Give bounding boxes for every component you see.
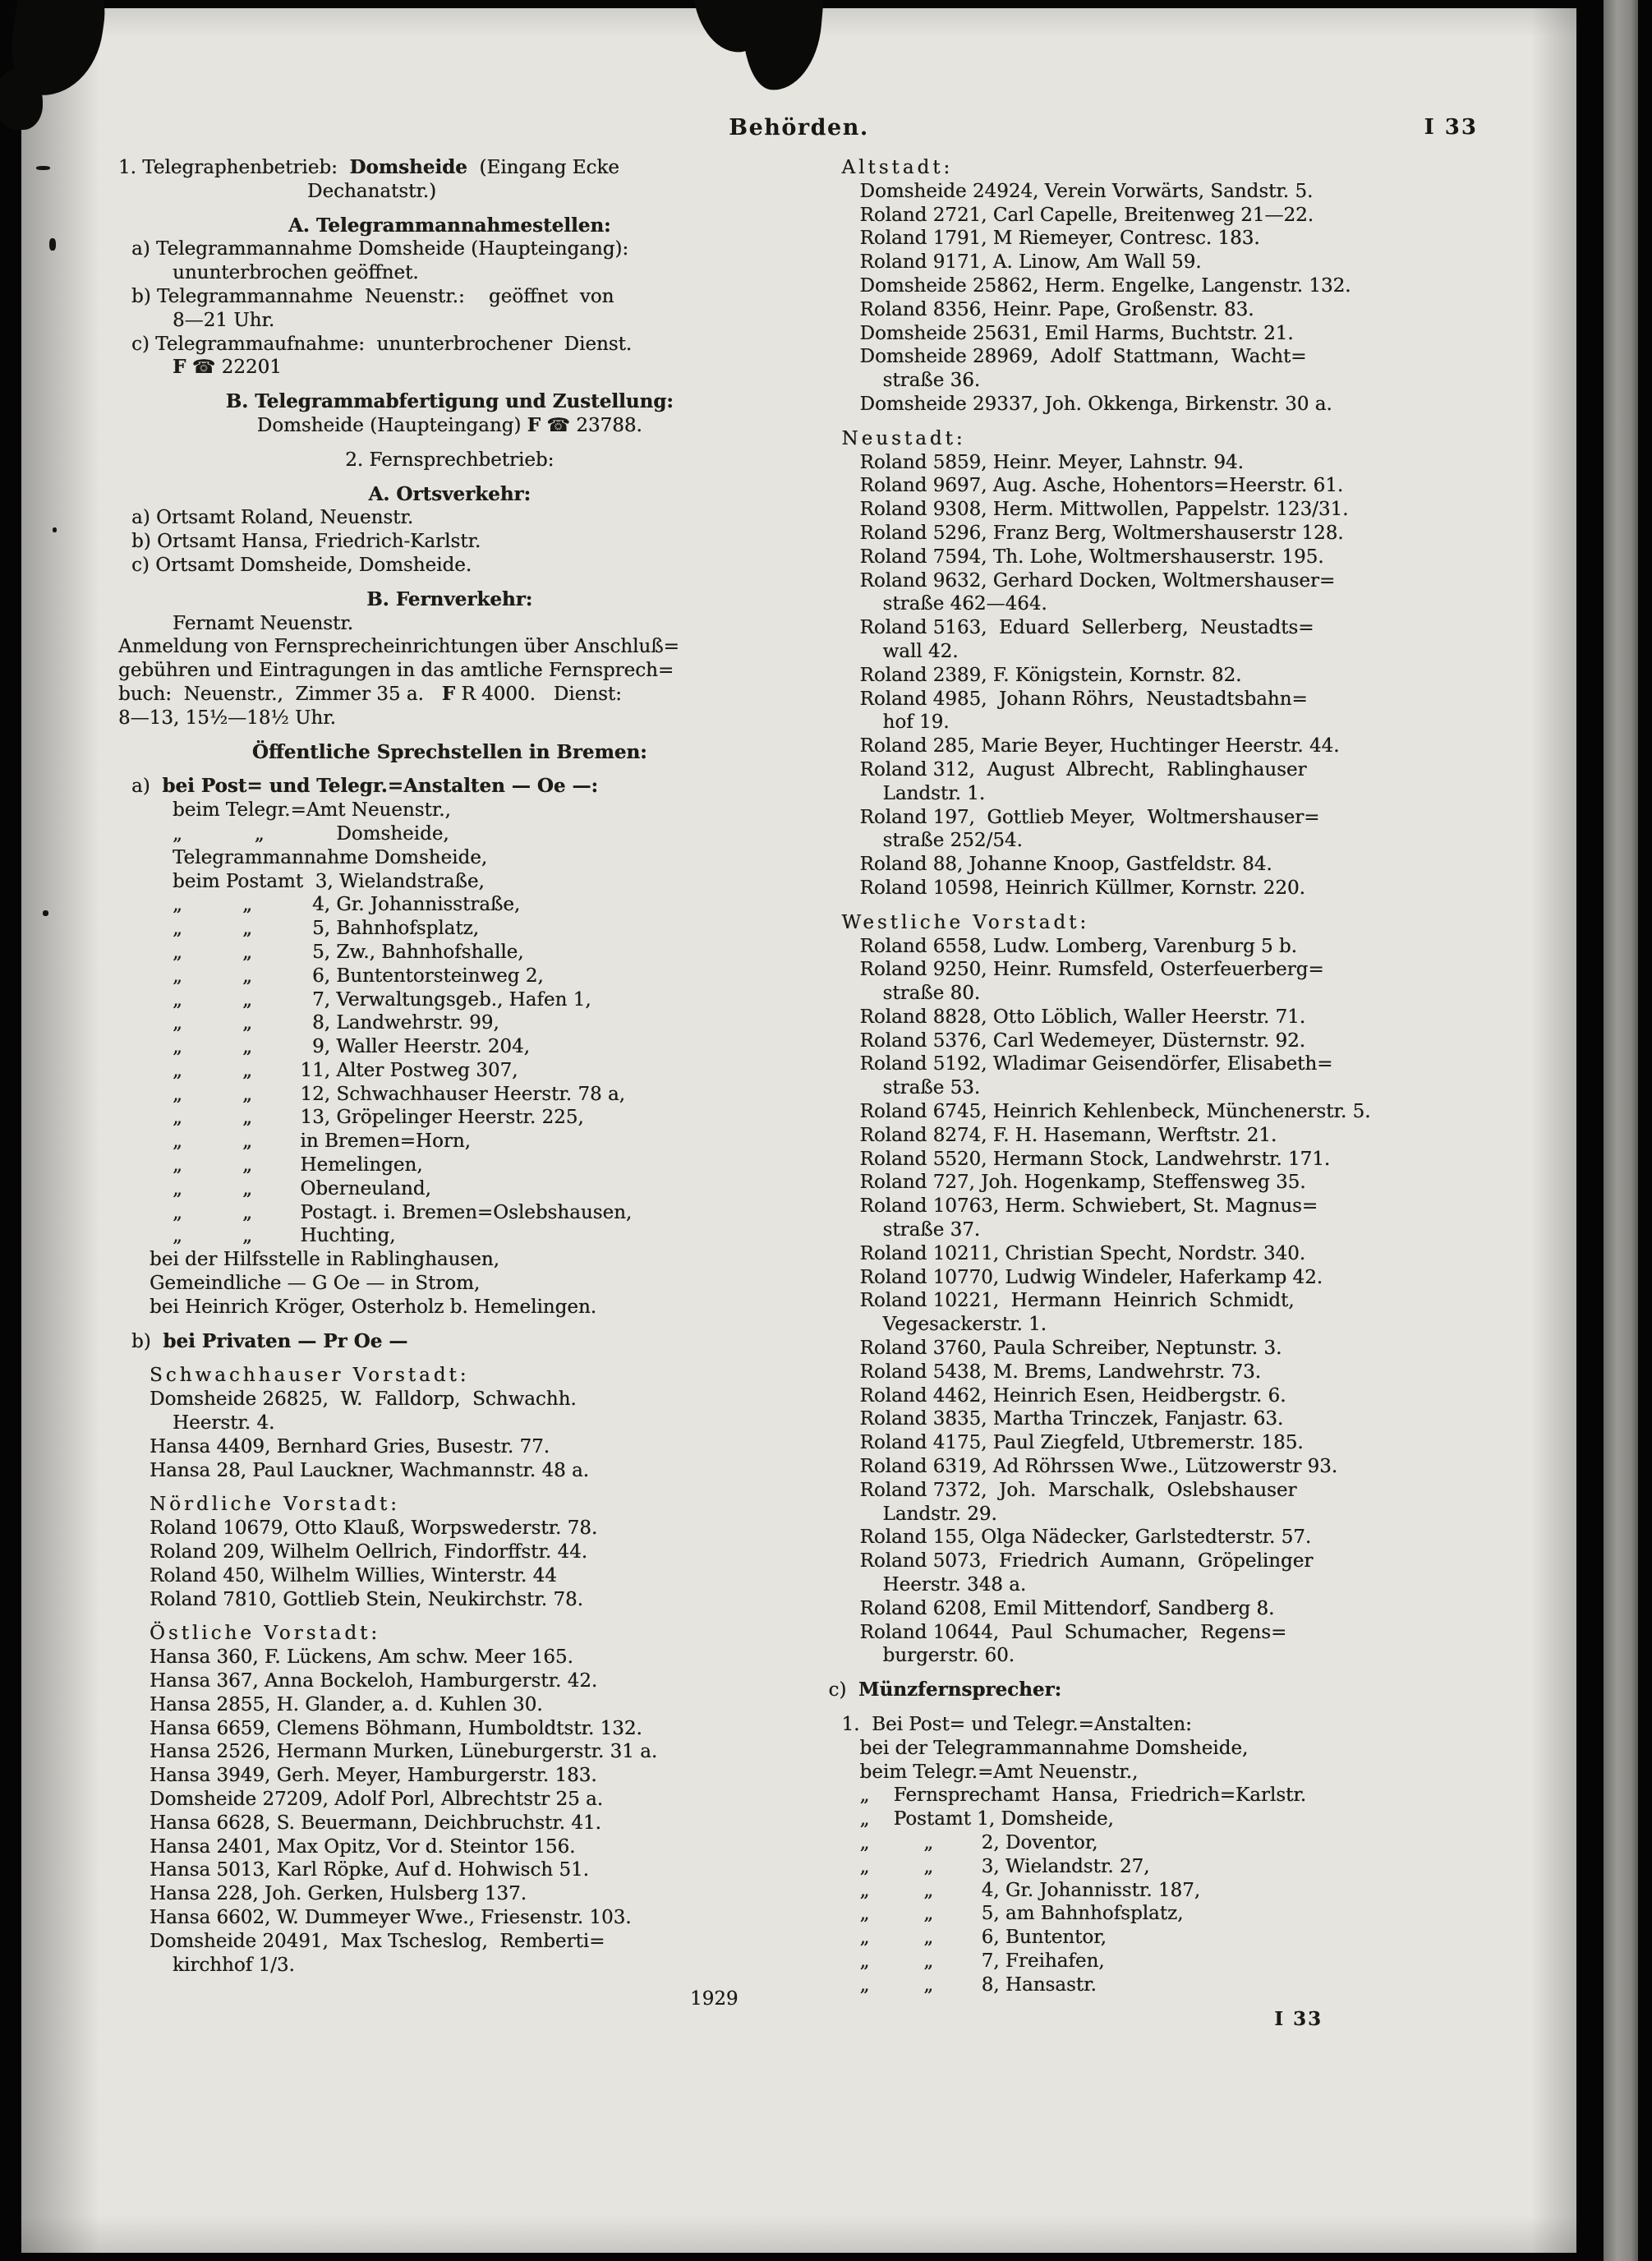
text-line: beim Telegr.=Amt Neuenstr.,: [859, 1761, 1139, 1783]
text-line: „ „ 6, Buntentor,: [859, 1927, 1107, 1949]
text-line: 1. Telegraphenbetrieb: Domsheide (Eingang Ecke: [118, 156, 619, 178]
text-line: „ „ 2, Doventor,: [859, 1831, 1098, 1853]
text-line: Domsheide (Haupteingang) F ☎ 23788.: [256, 413, 642, 436]
text-line: „ „ Hemelingen,: [173, 1154, 423, 1177]
text-line: Roland 5376, Carl Wedemeyer, Düsternstr. 92.: [859, 1029, 1305, 1052]
text-line: Roland 8356, Heinr. Pape, Großenstr. 83.: [859, 298, 1254, 320]
text-line: c) Telegrammaufnahme: ununterbrochener Dienst.: [131, 333, 633, 355]
text-line: Roland 8274, F. H. Hasemann, Werftstr. 21.: [859, 1124, 1277, 1146]
text-line: Altstadt:: [841, 157, 954, 178]
text-line: „ „ 7, Verwaltungsgeb., Hafen 1,: [173, 988, 591, 1011]
text-line: Roland 450, Wilhelm Willies, Winterstr. 44: [150, 1564, 557, 1586]
text-line: Landstr. 29.: [882, 1503, 997, 1525]
text-line: Roland 2389, F. Königstein, Kornstr. 82.: [859, 664, 1242, 686]
text-line: beim Telegr.=Amt Neuenstr.,: [173, 799, 451, 822]
text-line: Roland 6208, Emil Mittendorf, Sandberg 8.: [859, 1597, 1275, 1619]
text-line: Hansa 28, Paul Lauckner, Wachmannstr. 48 a.: [150, 1459, 589, 1481]
text-line: Fernamt Neuenstr.: [173, 612, 353, 634]
text-line: Roland 10763, Herm. Schwiebert, St. Magnus=: [859, 1195, 1318, 1218]
text-line: Hansa 3949, Gerh. Meyer, Hamburgerstr. 183.: [150, 1765, 597, 1787]
text-line: a) Telegrammannahme Domsheide (Haupteingang):: [131, 238, 629, 260]
text-line: B. Fernverkehr:: [366, 587, 533, 610]
text-line: Roland 10770, Ludwig Windeler, Haferkamp 42.: [859, 1266, 1323, 1288]
text-line: „ Fernsprechamt Hansa, Friedrich=Karlstr.: [859, 1784, 1307, 1807]
text-line: Roland 9308, Herm. Mittwollen, Pappelstr. 123/31.: [859, 499, 1349, 521]
text-line: Roland 7810, Gottlieb Stein, Neukirchstr. 78.: [150, 1588, 583, 1610]
text-line: Roland 8828, Otto Löblich, Waller Heerstr. 71.: [859, 1006, 1306, 1028]
right-column: [829, 156, 1492, 2031]
text-line: b) Telegrammannahme Neuenstr.: geöffnet von: [131, 285, 614, 307]
text-line: „ Postamt 1, Domsheide,: [859, 1808, 1114, 1830]
text-line: c) Ortsamt Domsheide, Domsheide.: [131, 554, 472, 576]
text-line: b) bei Privaten — Pr Oe —: [131, 1329, 408, 1352]
text-line: Landstr. 1.: [882, 782, 986, 804]
text-line: Domsheide 29337, Joh. Okkenga, Birkenstr. 30 a.: [859, 393, 1332, 415]
scan-speck: [53, 527, 57, 532]
text-line: Roland 4175, Paul Ziegfeld, Utbremerstr. 185.: [859, 1432, 1304, 1454]
text-line: Dechanatstr.): [307, 180, 437, 202]
text-line: Roland 209, Wilhelm Oellrich, Findorffstr. 44.: [150, 1541, 588, 1563]
text-line: wall 42.: [882, 640, 959, 662]
text-line: Roland 10644, Paul Schumacher, Regens=: [859, 1621, 1287, 1643]
text-line: B. Telegrammabfertigung und Zustellung:: [225, 390, 674, 413]
text-line: Roland 5520, Hermann Stock, Landwehrstr. 171.: [859, 1148, 1331, 1170]
text-line: „ „ 4, Gr. Johannisstraße,: [173, 894, 521, 916]
text-line: Domsheide 28969, Adolf Stattmann, Wacht=: [859, 346, 1307, 368]
text-line: 1929: [689, 1988, 739, 2010]
text-line: beim Postamt 3, Wielandstraße,: [173, 870, 485, 892]
text-line: Roland 9250, Heinr. Rumsfeld, Osterfeuerberg=: [859, 959, 1324, 981]
text-line: Roland 5296, Franz Berg, Woltmershauserstr 128.: [859, 522, 1344, 544]
text-line: hof 19.: [882, 711, 950, 734]
text-line: Roland 5073, Friedrich Aumann, Gröpelinger: [859, 1550, 1314, 1573]
scan-speck: [49, 238, 56, 251]
text-line: „ „ 5, Zw., Bahnhofshalle,: [173, 941, 524, 963]
text-line: Roland 10598, Heinrich Küllmer, Kornstr. 220.: [859, 877, 1305, 899]
text-line: „ „ 8, Landwehrstr. 99,: [173, 1012, 499, 1034]
text-line: Schwachhauser Vorstadt:: [150, 1365, 470, 1387]
text-line: Domsheide 25862, Herm. Engelke, Langenstr. 132.: [859, 274, 1351, 297]
text-line: Domsheide 24924, Verein Vorwärts, Sandstr. 5.: [859, 180, 1314, 202]
text-line: Domsheide 20491, Max Tscheslog, Remberti=: [150, 1930, 605, 1952]
text-line: straße 80.: [882, 983, 981, 1005]
text-line: a) bei Post= und Telegr.=Anstalten — Oe —:: [131, 775, 598, 798]
text-line: Hansa 6628, S. Beuermann, Deichbruchstr. 41.: [150, 1812, 601, 1834]
page-header: [21, 115, 1576, 148]
text-line: Hansa 2526, Hermann Murken, Lüneburgerstr. 31 a.: [150, 1741, 658, 1763]
text-line: Roland 7372, Joh. Marschalk, Oslebshauser: [859, 1479, 1297, 1501]
text-line: straße 37.: [882, 1219, 981, 1241]
text-line: Roland 10221, Hermann Heinrich Schmidt,: [859, 1290, 1295, 1312]
text-line: gebühren und Eintragungen in das amtliche Fernsprech=: [118, 660, 674, 682]
text-columns: [118, 156, 1491, 2031]
text-line: „ „ 5, Bahnhofsplatz,: [173, 918, 479, 940]
text-line: Roland 10211, Christian Specht, Nordstr. 340.: [859, 1242, 1306, 1264]
text-line: Roland 285, Marie Beyer, Huchtinger Heerstr. 44.: [859, 735, 1340, 758]
text-line: A. Ortsverkehr:: [368, 482, 531, 505]
text-line: Domsheide 27209, Adolf Porl, Albrechtstr 25 a.: [150, 1789, 604, 1810]
text-line: Roland 88, Johanne Knoop, Gastfeldstr. 84.: [859, 854, 1272, 876]
text-line: Roland 5859, Heinr. Meyer, Lahnstr. 94.: [859, 451, 1244, 473]
text-line: straße 252/54.: [882, 830, 1023, 852]
text-line: Roland 155, Olga Nädecker, Garlstedterstr. 57.: [859, 1527, 1312, 1549]
text-line: Öffentliche Sprechstellen in Bremen:: [251, 740, 647, 763]
text-line: Roland 3760, Paula Schreiber, Neptunstr. 3.: [859, 1338, 1282, 1360]
scan-speck: [36, 166, 50, 170]
text-line: 2. Fernsprechbetrieb:: [345, 449, 555, 471]
text-line: „ „ 6, Buntentorsteinweg 2,: [173, 965, 544, 987]
text-line: „ „ in Bremen=Horn,: [173, 1130, 471, 1153]
text-line: Roland 7594, Th. Lohe, Woltmershauserstr. 195.: [859, 546, 1324, 568]
adjacent-page-edge: [1604, 0, 1638, 2261]
text-line: Roland 9171, A. Linow, Am Wall 59.: [859, 251, 1202, 274]
text-line: buch: Neuenstr., Zimmer 35 a. F R 4000. Dienst:: [118, 682, 622, 705]
text-line: Roland 3835, Martha Trinczek, Fanjastr. 63.: [859, 1408, 1284, 1430]
text-line: „ „ Domsheide,: [173, 822, 449, 845]
text-line: Hansa 5013, Karl Röpke, Auf d. Hohwisch 51.: [150, 1859, 589, 1881]
text-line: „ „ 12, Schwachhauser Heerstr. 78 a,: [173, 1083, 625, 1105]
text-line: Hansa 360, F. Lückens, Am schw. Meer 165.: [150, 1646, 573, 1669]
text-line: Roland 2721, Carl Capelle, Breitenweg 21—22.: [859, 204, 1314, 226]
text-line: Roland 6745, Heinrich Kehlenbeck, Münchenerstr. 5.: [859, 1101, 1371, 1123]
text-line: Roland 9697, Aug. Asche, Hohentors=Heerstr. 61.: [859, 475, 1344, 497]
text-line: „ „ 13, Gröpelinger Heerstr. 225,: [173, 1107, 584, 1129]
text-line: Anmeldung von Fernsprecheinrichtungen über Anschluß=: [118, 636, 679, 658]
text-line: Domsheide 25631, Emil Harms, Buchtstr. 21.: [859, 322, 1294, 344]
text-line: Nördliche Vorstadt:: [150, 1494, 400, 1516]
text-line: „ „ 9, Waller Heerstr. 204,: [173, 1036, 530, 1058]
text-line: „ „ 5, am Bahnhofsplatz,: [859, 1903, 1184, 1925]
text-line: kirchhof 1/3.: [173, 1954, 295, 1976]
text-line: Hansa 2855, H. Glander, a. d. Kuhlen 30.: [150, 1693, 543, 1715]
text-line: „ „ 7, Freihafen,: [859, 1950, 1105, 1972]
text-line: Roland 10679, Otto Klauß, Worpswederstr. 78.: [150, 1517, 598, 1540]
text-line: Roland 197, Gottlieb Meyer, Woltmershauser=: [859, 806, 1320, 828]
text-line: burgerstr. 60.: [882, 1645, 1015, 1667]
text-line: Östliche Vorstadt:: [150, 1623, 381, 1645]
text-line: Roland 5192, Wladimar Geisendörfer, Elisabeth=: [859, 1053, 1333, 1075]
text-line: Roland 6558, Ludw. Lomberg, Varenburg 5 b.: [859, 935, 1297, 957]
text-line: Roland 9632, Gerhard Docken, Woltmershauser=: [859, 569, 1336, 592]
text-line: Hansa 6602, W. Dummeyer Wwe., Friesenstr. 103.: [150, 1906, 632, 1928]
text-line: Heerstr. 348 a.: [882, 1574, 1027, 1596]
text-line: 1. Bei Post= und Telegr.=Anstalten:: [841, 1714, 1192, 1735]
text-line: Hansa 6659, Clemens Böhmann, Humboldtstr. 132.: [150, 1717, 642, 1739]
text-line: Hansa 367, Anna Bockeloh, Hamburgerstr. 42.: [150, 1670, 598, 1692]
text-line: „ „ 11, Alter Postweg 307,: [173, 1059, 518, 1081]
text-line: Vegesackerstr. 1.: [882, 1314, 1047, 1336]
text-line: „ „ Postagt. i. Bremen=Oslebshausen,: [173, 1201, 633, 1223]
text-line: „ „ 8, Hansastr.: [859, 1973, 1097, 1996]
page-title: Behörden.: [729, 115, 869, 140]
text-line: a) Ortsamt Roland, Neuenstr.: [131, 507, 414, 529]
text-line: I 33: [1274, 2007, 1323, 2030]
text-line: Neustadt:: [841, 427, 966, 449]
text-line: Roland 312, August Albrecht, Rablinghauser: [859, 758, 1307, 781]
text-line: straße 462—464.: [882, 593, 1047, 615]
text-line: Roland 5438, M. Brems, Landwehrstr. 73.: [859, 1361, 1261, 1383]
text-line: Domsheide 26825, W. Falldorp, Schwachh.: [150, 1388, 577, 1411]
page-number-top: I 33: [1424, 115, 1478, 140]
text-line: Roland 727, Joh. Hogenkamp, Steffensweg 35.: [859, 1172, 1306, 1194]
text-line: b) Ortsamt Hansa, Friedrich-Karlstr.: [131, 531, 481, 553]
text-line: F ☎ 22201: [173, 356, 282, 379]
text-line: 8—13, 15½—18½ Uhr.: [118, 707, 336, 729]
text-line: Roland 4462, Heinrich Esen, Heidbergstr. 6.: [859, 1384, 1286, 1407]
text-line: ununterbrochen geöffnet.: [173, 262, 419, 284]
text-line: Roland 4985, Johann Röhrs, Neustadtsbahn=: [859, 688, 1308, 710]
text-line: Hansa 2401, Max Opitz, Vor d. Steintor 156.: [150, 1835, 576, 1858]
left-column: [118, 156, 781, 2031]
text-line: Hansa 228, Joh. Gerken, Hulsberg 137.: [150, 1883, 527, 1905]
paper-page: [21, 8, 1576, 2253]
text-line: „ „ 3, Wielandstr. 27,: [859, 1855, 1150, 1877]
text-line: Hansa 4409, Bernhard Gries, Busestr. 77.: [150, 1435, 550, 1457]
text-line: straße 53.: [882, 1077, 981, 1099]
text-line: Roland 5163, Eduard Sellerberg, Neustadts=: [859, 617, 1314, 639]
text-line: Roland 6319, Ad Röhrssen Wwe., Lützowerstr 93.: [859, 1456, 1338, 1478]
text-line: bei Heinrich Kröger, Osterholz b. Hemelingen.: [150, 1296, 597, 1318]
text-line: bei der Telegrammannahme Domsheide,: [859, 1737, 1249, 1759]
text-line: straße 36.: [882, 370, 981, 392]
text-line: c) Münzfernsprecher:: [828, 1678, 1062, 1702]
text-line: Heerstr. 4.: [173, 1412, 275, 1434]
text-line: Telegrammannahme Domsheide,: [173, 846, 488, 868]
text-line: Gemeindliche — G Oe — in Strom,: [150, 1273, 481, 1295]
text-line: Westliche Vorstadt:: [841, 911, 1090, 933]
text-line: bei der Hilfsstelle in Rablinghausen,: [150, 1249, 499, 1271]
text-line: „ „ Huchting,: [173, 1225, 396, 1247]
text-line: „ „ 4, Gr. Johannisstr. 187,: [859, 1879, 1201, 1901]
text-line: 8—21 Uhr.: [173, 309, 275, 331]
text-line: „ „ Oberneuland,: [173, 1177, 431, 1200]
scan-speck: [43, 910, 48, 916]
text-line: Roland 1791, M Riemeyer, Contresc. 183.: [859, 228, 1260, 250]
text-line: A. Telegrammannahmestellen:: [288, 214, 611, 237]
